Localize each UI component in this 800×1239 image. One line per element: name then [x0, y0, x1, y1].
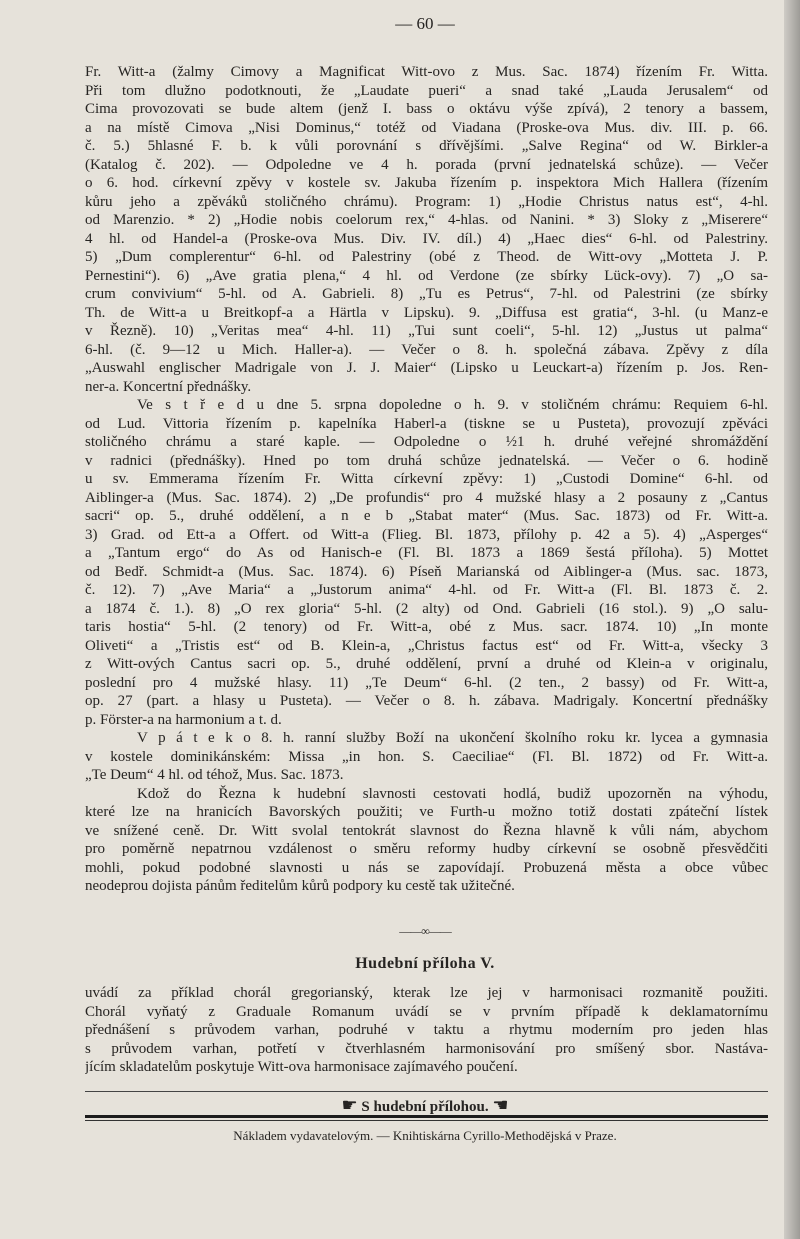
text-line: uvádí za příklad chorál gregorianský, kterak lze jej v harmonisaci rozmanitě použiti. [85, 985, 768, 1001]
text-line: č. 12). 7) „Ave Maria“ a „Justorum anima“ 4-hl. od Fr. Witt-a (Fl. Bl. 1873 č. 2. [85, 582, 768, 598]
text-line: kůru jeho a zpěváků stoličného chrámu). Program: 1) „Hodie Christus natus est“, 4-hl. [85, 193, 768, 210]
divider-thick [85, 1115, 768, 1118]
paragraph [85, 396, 768, 729]
text-line: V p á t e k o 8. h. ranní služby Boží na ukončení školního roku kr. lycea a gymnasia [137, 730, 768, 746]
text-line: Ve s t ř e d u dne 5. srpna dopoledne o h. 9. v stoličném chrámu: Requiem 6-hl. [137, 397, 768, 413]
text-line: z Witt-ových Cantus sacri op. 5., druhé oddělení, první a druhé od Klein-a v originalu, [85, 656, 768, 672]
text-line: Při tom dlužno podotknouti, že „Laudate pueri“ a snad také „Lauda Jerusalem“ od [85, 82, 768, 99]
text-line: Cima provozovati se bude altem (jenž I. bass o oktávu výše zpívá), 2 tenory a bassem, [85, 101, 768, 117]
paragraph [85, 63, 768, 396]
text-line: ner-a. Koncertní přednášky. [85, 378, 252, 395]
text-line: neodeprou dojista pánům ředitelům kůrů podpory ku cestě tak užitečné. [85, 878, 515, 894]
paragraph [85, 785, 768, 896]
text-line: které lze na hranicích Bavorských použiti; ve Furth-u možno totiž dostati zpáteční lístek [85, 804, 768, 820]
text-line: od Lud. Vittoria řízením p. kapelníka Haberl-a (tiskne se u Pusteta), provozují zpěváci [85, 415, 768, 432]
publisher-footer: Nákladem vydavatelovým. — Knihtiskárna Cyrillo-Methodějská v Praze. [233, 1128, 617, 1143]
text-line: 3) Grad. od Ett-a a Offert. od Witt-a (Flieg. Bl. 1873, přílohy p. 42 a 5). 4) „Asperges“ [85, 526, 768, 543]
text-line: op. 27 (part. a hlasy u Pusteta). — Večer o 8. h. zábava. Madrigaly. Koncertní přednášky [85, 693, 768, 709]
text-line: 4 hl. od Handel-a (Proske-ova Mus. Div. IV. díl.) 4) „Haec dies“ 6-hl. od Palestriny. [85, 230, 768, 247]
text-line: a „Tantum ergo“ do As od Hanisch-e (Fl. Bl. 1873 a 1869 šestá příloha). 5) Mottet [85, 545, 768, 561]
section-ornament: ——∞—— [399, 924, 451, 938]
text-line: mohli, pokud podobné slavnosti u nás se zapovídají. Probuzená města a obce vůbec [85, 859, 768, 876]
text-line: pro poměrně nepatrnou vzdálenost o směru reformy hudby církevní se osobně přesvědčiti [85, 841, 768, 857]
text-line: ve snížené ceně. Dr. Witt svolal tentokrát slavnost do Řezna hlavně k vůli nám, abychom [85, 822, 768, 839]
supplement-body [85, 984, 768, 1077]
notice-text: S hudební přílohou. [361, 1099, 489, 1115]
text-line: Chorál vyňatý z Graduale Romanum uvádí se v prvním případě k deklamatornímu [85, 1003, 768, 1020]
text-line: a 1874 č. 1.). 8) „O rex gloria“ 5-hl. (2 alty) od Ond. Gabrieli (16 stol.). 9) „O salu- [85, 600, 768, 617]
text-line: poslední pro 4 mužské hlasy. 11) „Te Deum“ 6-hl. (2 ten., 2 bassy) od Fr. Witt-a, [85, 674, 768, 691]
text-line: taris hostia“ 5-hl. (2 tenory) od Fr. Witt-a, obé z Mus. sacr. 1874. 10) „In monte [85, 619, 768, 635]
divider [85, 1120, 768, 1121]
text-line: crum convivium“ 5-hl. od A. Gabrieli. 8) „Tu es Petrus“, 7-hl. od Palestrini (ze sbírky [85, 286, 768, 302]
text-line: „Te Deum“ 4 hl. od téhož, Mus. Sac. 1873. [85, 767, 344, 783]
page-number: — 60 — [395, 14, 455, 33]
text-line: (Katalog č. 202). — Odpoledne ve 4 h. porada (první jednatelská schůze). — Večer [85, 156, 768, 173]
supplement-notice [0, 1095, 800, 1116]
text-line: v radnici (přednášky). Hned po tom druhá schůze jednatelská. — Večer o 6. hodině [85, 452, 768, 469]
text-line: v Řezně). 10) „Veritas mea“ 4-hl. 11) „Tui sunt coeli“, 5-hl. 12) „Justus ut palma“ [85, 323, 768, 339]
text-line: Oliveti“ a „Tristis est“ od B. Klein-a, „Christus factus est“ od Fr. Witt-a, všecky 3 [85, 637, 768, 654]
page-edge [784, 0, 800, 1239]
article-body [85, 63, 768, 896]
text-line: stoličného chrámu a staré kaple. — Odpoledne o ½1 h. druhé veřejné shromáždění [85, 434, 768, 450]
text-line: u sv. Emmerama řízením Fr. Witta církevní zpěvy: 1) „Custodi Domine“ 6-hl. od [85, 471, 768, 487]
text-line: „Auswahl englischer Madrigale von J. J. Maier“ (Lipsko u Leuckart-a) řízením p. Jos. Ren- [85, 360, 768, 376]
text-line: o 6. hod. církevní zpěvy v kostele sv. Jakuba řízením p. inspektora Mich Hallera (řízením [85, 175, 768, 191]
text-line: od Marenzio. * 2) „Hodie nobis coelorum rex,“ 4-hlas. od Nanini. * 3) Sloky z „Miserere“ [85, 212, 768, 228]
text-line: p. Förster-a na harmonium a t. d. [85, 711, 282, 728]
text-line: 6-hl. (č. 9—12 u Mich. Haller-a). — Večer o 8. h. společná zábava. Zpěvy z díla [85, 341, 768, 358]
text-line: Aiblinger-a (Mus. Sac. 1874). 2) „De profundis“ pro 4 mužské hlasy a 2 posauny z „Cantus [85, 489, 768, 506]
text-line: Pernestini“). 6) „Ave gratia plena,“ 4 hl. od Verdone (ze sbírky Lück-ovy). 7) „O sa- [85, 267, 768, 284]
text-line: od Bedř. Schmidt-a (Mus. Sac. 1874). 6) Píseň Marianská od Aiblinger-a (Mus. sac. 1873, [85, 563, 768, 580]
divider [85, 1091, 768, 1092]
text-line: Kdož do Řezna k hudební slavnosti cestovati hodlá, budiž upozorněn na výhodu, [137, 785, 768, 802]
text-line: s průvodem varhan, potřetí v čtverhlasném harmonisování pro smíšený sbor. Nastáva- [85, 1040, 768, 1057]
text-line: a na místě Cimova „Nisi Dominus,“ totéž od Viadana (Proske-ova Mus. div. III. p. 66. [85, 119, 768, 136]
pointing-hand-left-icon: ☚ [492, 1095, 509, 1115]
text-line: Fr. Witt-a (žalmy Cimovy a Magnificat Witt-ovo z Mus. Sac. 1874) řízením Fr. Witta. [85, 64, 768, 80]
text-line: jícím skladatelům poskytuje Witt-ova harmonisace zajímavého poučení. [85, 1059, 518, 1075]
pointing-hand-right-icon: ☛ [341, 1095, 358, 1115]
text-line: v kostele dominikánském: Missa „in hon. S. Caeciliae“ (Fl. Bl. 1872) od Fr. Witt-a. [85, 748, 768, 765]
text-line: Th. de Witt-a u Breitkopf-a a Härtla v Lipsku). 9. „Diffusa est gratia“, 3-hl. (u Manz-e [85, 304, 768, 321]
text-line: sacri“ op. 5., druhé oddělení, a n e b „Stabat mater“ (Mus. Sac. 1873) od Fr. Witt-a. [85, 508, 768, 524]
supplement-heading: Hudební příloha V. [355, 955, 495, 972]
text-line: č. 5.) 5hlasné F. b. k vůli porovnání s dřívějšími. „Salve Regina“ od W. Birkler-a [85, 138, 768, 154]
paragraph [85, 729, 768, 785]
text-line: 5) „Dum complerentur“ 6-hl. od Palestriny (obé z Theod. de Witt-ovy „Motteta J. P. [85, 249, 768, 265]
text-line: přednášení s průvodem varhan, podruhé v taktu a rhytmu moderním pro jeden hlas [85, 1022, 768, 1038]
